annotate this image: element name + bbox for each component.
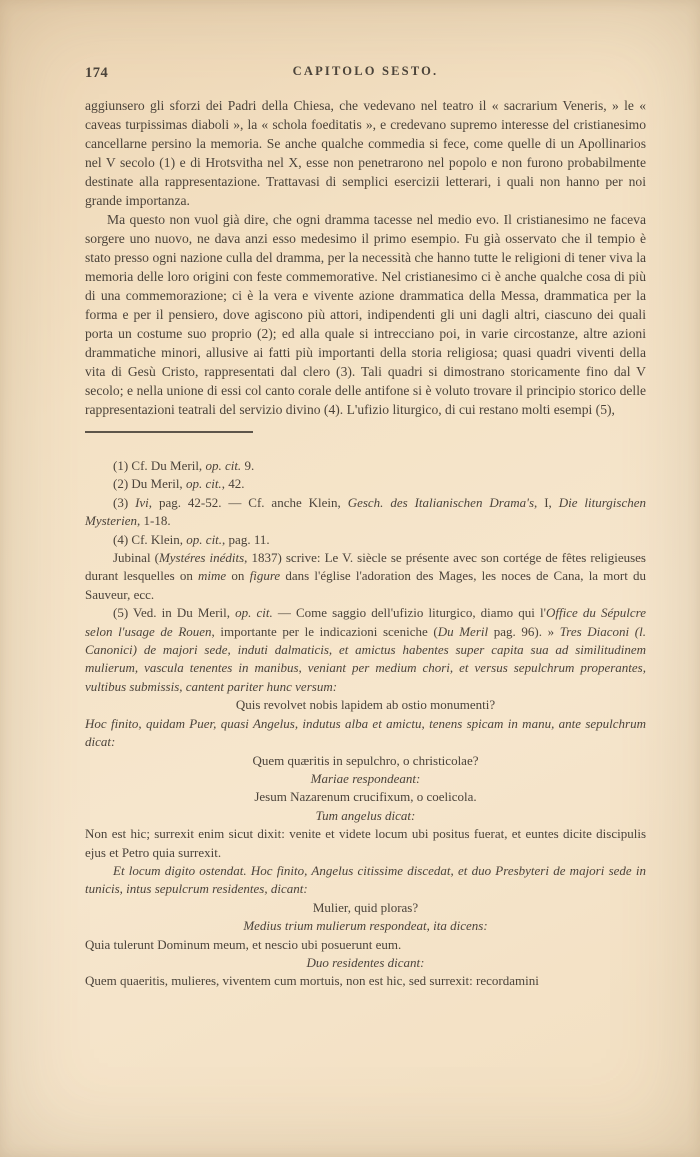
text-run: Non est hic; surrexit enim sicut dixit: venite et videte locum ubi positus fuerat, et euntes dicite discipulis ejus et Petro quia surrexit.	[85, 826, 646, 860]
footnote-block	[85, 604, 646, 696]
text-run: Die liturgischen Mysterien	[85, 494, 646, 529]
verse-line	[85, 807, 646, 825]
text-run: , I,	[534, 494, 559, 510]
verse-line	[85, 788, 646, 806]
text-run: Quem quæritis in sepulchro, o christicolae?	[252, 752, 479, 768]
text-run: , pag. 11.	[222, 531, 270, 547]
text-run: Tres Diaconi (l. Canonici) de majori sede, induti dalmaticis, et amictus habentes super capita sua ad similitudinem mulierum, vascula tenentes in manibus, veniant per medium chori, et versus sepulchrum properantes, vultibus submissis, cantent pariter hunc versum:	[85, 623, 646, 694]
text-run: Duo residentes dicant:	[306, 954, 425, 970]
text-run: op. cit.	[235, 605, 273, 621]
text-run: Et locum digito ostendat. Hoc finito, Angelus citissime discedat, et duo Presbyteri de majori sede in tunicis, intus sepulcrum residentes, dicant:	[85, 862, 646, 897]
footnote-block	[85, 936, 646, 954]
text-run: Mariae respondeant:	[310, 770, 421, 786]
footnote-block	[85, 531, 646, 549]
text-run: (2) Du Meril,	[113, 476, 186, 492]
text-run: 9.	[241, 458, 255, 473]
text-run: , 1-18.	[136, 513, 171, 529]
verse-line	[85, 770, 646, 788]
text-run: pag. 96). »	[488, 623, 560, 639]
text-run: — Come saggio dell'ufizio liturgico, diamo qui l'	[272, 605, 546, 621]
text-run: Gesch. des Italianischen Drama's	[347, 494, 535, 510]
text-run: (3)	[113, 494, 136, 510]
text-run: Ma questo non vuol già dire, che ogni dramma tacesse nel medio evo. Il cristianesimo ne faceva sorgere uno nuovo, ne dava anzi esso medesimo il primo esempio. Fu già osservato che il tempio è stato presso ogni nazione culla del dramma, per la necessità che hanno tutte le religioni di tener viva la memoria delle loro origini con feste commemorative. Nel cristianesimo ci è anche qualche cosa di più di una commemorazione; ci è la vera e vivente azione drammatica della Messa, drammatica per la forma e per il pensiero, dove agiscono più attori, indipendenti gli uni dagli altri, ciascuno dei quali porta un costume suo proprio (2); ed alla quale si intrecciano poi, in varie circostanze, altre azioni drammatiche minori, allusive ai fatti più importanti della storia religiosa; quasi quadri viventi della vita di Gesù Cristo, rappresentati dal clero (3). Tali quadri si dimostrano storicamente fino dal V secolo; e nella unione di essi col canto corale delle antifone si è voluto trovare il principio storico delle rappresentazioni teatrali del servizio divino (4). L'ufizio liturgico, di cui restano molti esempi (5),	[85, 212, 646, 417]
verse-line	[85, 899, 646, 917]
main-text	[85, 96, 646, 419]
footnotes	[85, 457, 646, 991]
text-run: Medius trium mulierum respondeat, ita dicens:	[243, 918, 488, 934]
page-number: 174	[85, 65, 109, 81]
paragraph	[85, 96, 646, 210]
footnote-block	[85, 475, 646, 493]
text-run: on	[226, 568, 250, 584]
text-run: , 42.	[221, 476, 245, 492]
text-run: op. cit.	[205, 458, 242, 473]
text-run: Jesum Nazarenum crucifixum, o coelicola.	[254, 789, 477, 805]
text-run: Quis revolvet nobis lapidem ab ostio monumenti?	[235, 697, 496, 713]
footnote-block	[85, 715, 646, 752]
text-run: Mulier, quid ploras?	[312, 899, 419, 915]
footnote-block	[85, 825, 646, 862]
text-run: dans l'église l'adoration des Mages, les noces de Cana, la mort du Sauveur, ecc.	[85, 568, 646, 602]
text-run: figure	[249, 568, 281, 584]
footnote-block	[85, 972, 646, 990]
footnote-block	[85, 494, 646, 531]
footnote-block	[85, 549, 646, 604]
text-run: Mystéres inédits	[158, 550, 245, 566]
verse-line	[85, 696, 646, 714]
text-run: Quia tulerunt Dominum meum, et nescio ubi posuerunt eum.	[85, 936, 402, 952]
verse-line	[85, 954, 646, 972]
text-run: Quem quaeritis, mulieres, viventem cum mortuis, non est hic, sed surrexit: recordamini	[85, 973, 539, 989]
verse-line	[85, 752, 646, 770]
text-run: Office du Sépulcre selon l'usage de Rouen	[85, 605, 646, 639]
paragraph	[85, 210, 646, 419]
text-run: aggiunsero gli sforzi dei Padri della Chiesa, che vedevano nel teatro il « sacrarium Veneris, » le « caveas turpissimas diaboli », la « schola foeditatis », e credevano supremo interesse del cristianesimo cancellarne persino la memoria. Se anche qualche commedia si fece, come quelle di un Apollinarios nel V secolo (1) e di Hrotsvitha nel X, esse non penetrarono nel popolo e non furono probabilmente destinate alla rappresentazione. Trattavasi di semplici esercizii letterari, i quali non hanno per noi grande importanza.	[85, 98, 646, 208]
running-head: CAPITOLO SESTO.	[292, 64, 439, 78]
text-run: op. cit.	[186, 531, 223, 547]
text-run: , pag. 42-52. — Cf. anche Klein,	[148, 494, 348, 510]
text-run: (5) Ved. in Du Meril,	[113, 605, 236, 621]
text-run: Jubinal (	[113, 550, 159, 566]
text-run: Tum angelus dicat:	[315, 807, 416, 823]
footnote-block	[85, 457, 646, 475]
text-run: Ivi	[135, 494, 149, 510]
footnote-divider	[85, 431, 253, 433]
text-run: mime	[198, 568, 227, 584]
text-run: Du Meril	[437, 623, 489, 639]
text-run: (1) Cf. Du Meril,	[113, 458, 206, 473]
footnote-block	[85, 862, 646, 899]
page-header	[85, 64, 646, 84]
text-run: , 1837) scrive: Le V. siècle se présente avec son cortége de fêtes religieuses durant lesquelles on	[85, 550, 646, 584]
text-run: (4) Cf. Klein,	[113, 531, 187, 547]
text-run: op. cit.	[185, 476, 222, 492]
verse-line	[85, 917, 646, 935]
text-run: , importante per le indicazioni sceniche (	[211, 623, 438, 639]
text-run: Hoc finito, quidam Puer, quasi Angelus, indutus alba et amictu, tenens spicam in manu, ante sepulchrum dicat:	[85, 715, 646, 750]
